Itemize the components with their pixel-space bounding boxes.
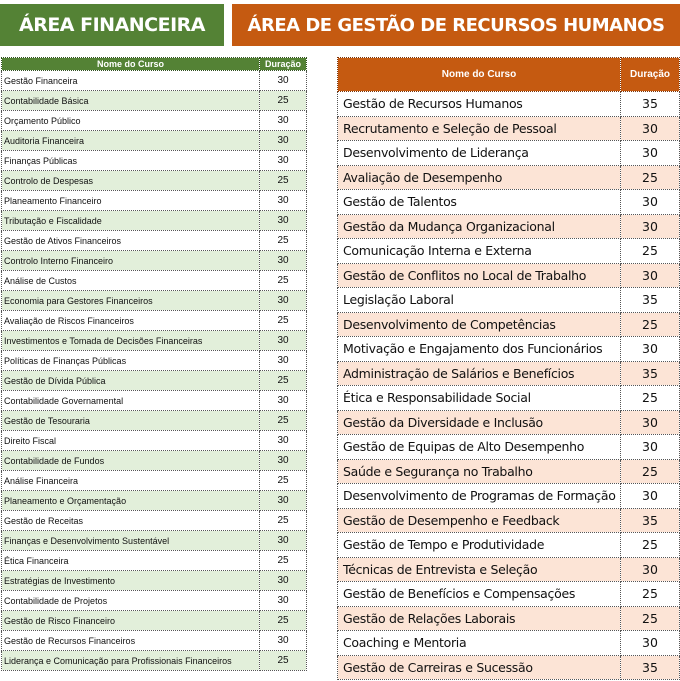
course-duration: 30 [260, 131, 307, 151]
course-name: Desenvolvimento de Liderança [338, 141, 621, 166]
course-duration: 35 [621, 508, 680, 533]
course-name: Tributação e Fiscalidade [2, 211, 260, 231]
course-duration: 30 [621, 263, 680, 288]
course-name: Gestão de Tempo e Produtividade [338, 533, 621, 558]
table-row [338, 141, 680, 166]
course-name: Direito Fiscal [2, 431, 260, 451]
course-name: Gestão de Dívida Pública [2, 371, 260, 391]
course-duration: 25 [621, 606, 680, 631]
financeira-title: ÁREA FINANCEIRA [0, 4, 224, 46]
table-row [2, 151, 307, 171]
course-name: Gestão de Ativos Financeiros [2, 231, 260, 251]
course-duration: 30 [621, 484, 680, 509]
table-row [2, 131, 307, 151]
course-duration: 30 [260, 591, 307, 611]
table-row [2, 431, 307, 451]
table-row [2, 231, 307, 251]
course-duration: 25 [260, 311, 307, 331]
course-name: Gestão de Carreiras e Sucessão [338, 655, 621, 680]
table-row [2, 191, 307, 211]
table-row [2, 311, 307, 331]
course-duration: 25 [260, 91, 307, 111]
course-duration: 30 [260, 531, 307, 551]
course-duration: 25 [621, 312, 680, 337]
course-name: Auditoria Financeira [2, 131, 260, 151]
course-duration: 30 [260, 191, 307, 211]
course-name: Avaliação de Riscos Financeiros [2, 311, 260, 331]
course-name: Motivação e Engajamento dos Funcionários [338, 337, 621, 362]
course-duration: 25 [260, 371, 307, 391]
course-duration: 30 [621, 141, 680, 166]
table-row [2, 211, 307, 231]
course-name: Controlo de Despesas [2, 171, 260, 191]
table-row [338, 582, 680, 607]
financeira-table [1, 57, 307, 671]
table-row [2, 411, 307, 431]
table-row [338, 631, 680, 656]
table-row [338, 435, 680, 460]
course-duration: 30 [621, 410, 680, 435]
table-row [2, 451, 307, 471]
course-name: Desenvolvimento de Competências [338, 312, 621, 337]
course-duration: 30 [621, 214, 680, 239]
course-name: Avaliação de Desempenho [338, 165, 621, 190]
table-row [338, 606, 680, 631]
course-duration: 30 [621, 435, 680, 460]
course-name: Gestão Financeira [2, 71, 260, 91]
course-name: Administração de Salários e Benefícios [338, 361, 621, 386]
course-duration: 35 [621, 288, 680, 313]
table-row [2, 491, 307, 511]
course-name: Gestão de Talentos [338, 190, 621, 215]
course-name: Liderança e Comunicação para Profissionais Financeiros [2, 651, 260, 671]
course-name: Gestão de Desempenho e Feedback [338, 508, 621, 533]
course-duration: 25 [621, 165, 680, 190]
course-name: Gestão de Conflitos no Local de Trabalho [338, 263, 621, 288]
course-duration: 30 [260, 151, 307, 171]
table-row [2, 611, 307, 631]
table-row [338, 116, 680, 141]
course-name: Gestão de Risco Financeiro [2, 611, 260, 631]
table-row [2, 351, 307, 371]
course-duration: 30 [260, 491, 307, 511]
course-duration: 30 [621, 116, 680, 141]
course-duration: 30 [260, 251, 307, 271]
course-duration: 30 [621, 337, 680, 362]
financeira-table-body [2, 71, 307, 671]
table-row [2, 91, 307, 111]
table-row [338, 288, 680, 313]
course-duration: 30 [621, 557, 680, 582]
table-row [2, 251, 307, 271]
table-row [338, 557, 680, 582]
course-name: Coaching e Mentoria [338, 631, 621, 656]
table-row [338, 92, 680, 117]
course-duration: 30 [621, 631, 680, 656]
table-row [2, 571, 307, 591]
course-name: Investimentos e Tomada de Decisões Financeiras [2, 331, 260, 351]
course-name: Recrutamento e Seleção de Pessoal [338, 116, 621, 141]
table-row [2, 631, 307, 651]
table-row [338, 533, 680, 558]
course-duration: 25 [260, 511, 307, 531]
table-row [338, 508, 680, 533]
table-row [2, 391, 307, 411]
course-name: Técnicas de Entrevista e Seleção [338, 557, 621, 582]
table-row [2, 371, 307, 391]
course-name: Gestão de Tesouraria [2, 411, 260, 431]
course-name: Contabilidade de Fundos [2, 451, 260, 471]
table-row [2, 511, 307, 531]
course-duration: 25 [621, 582, 680, 607]
course-name: Controlo Interno Financeiro [2, 251, 260, 271]
course-duration: 30 [260, 291, 307, 311]
course-duration: 25 [260, 651, 307, 671]
table-row [2, 271, 307, 291]
course-name: Gestão da Diversidade e Inclusão [338, 410, 621, 435]
rh-header-row [338, 58, 680, 92]
table-row [2, 291, 307, 311]
table-row [338, 655, 680, 680]
course-duration: 30 [260, 431, 307, 451]
course-duration: 30 [621, 190, 680, 215]
table-row [338, 361, 680, 386]
table-row [2, 551, 307, 571]
course-name: Contabilidade Básica [2, 91, 260, 111]
course-name: Contabilidade de Projetos [2, 591, 260, 611]
rh-table-body [338, 92, 680, 680]
course-duration: 25 [260, 231, 307, 251]
course-name: Ética Financeira [2, 551, 260, 571]
course-name: Gestão da Mudança Organizacional [338, 214, 621, 239]
course-duration: 30 [260, 631, 307, 651]
course-name: Finanças Públicas [2, 151, 260, 171]
course-name: Estratégias de Investimento [2, 571, 260, 591]
table-row [2, 331, 307, 351]
course-name: Políticas de Finanças Públicas [2, 351, 260, 371]
rh-header-duration: Duração [621, 58, 680, 92]
table-row [338, 165, 680, 190]
course-duration: 25 [621, 459, 680, 484]
course-name: Planeamento e Orçamentação [2, 491, 260, 511]
table-row [2, 531, 307, 551]
financeira-header-name: Nome do Curso [2, 58, 260, 71]
rh-table [337, 57, 680, 680]
course-duration: 25 [621, 533, 680, 558]
course-duration: 25 [260, 611, 307, 631]
course-name: Comunicação Interna e Externa [338, 239, 621, 264]
course-duration: 30 [260, 571, 307, 591]
table-row [338, 459, 680, 484]
course-name: Desenvolvimento de Programas de Formação [338, 484, 621, 509]
table-row [338, 386, 680, 411]
course-name: Finanças e Desenvolvimento Sustentável [2, 531, 260, 551]
course-duration: 30 [260, 71, 307, 91]
course-duration: 35 [621, 92, 680, 117]
financeira-header-row [2, 58, 307, 71]
table-row [338, 190, 680, 215]
course-name: Planeamento Financeiro [2, 191, 260, 211]
course-name: Orçamento Público [2, 111, 260, 131]
course-name: Análise de Custos [2, 271, 260, 291]
course-duration: 35 [621, 655, 680, 680]
course-name: Gestão de Recursos Financeiros [2, 631, 260, 651]
table-row [2, 171, 307, 191]
table-row [2, 591, 307, 611]
table-row [338, 484, 680, 509]
course-duration: 25 [621, 386, 680, 411]
table-row [338, 214, 680, 239]
course-duration: 25 [260, 411, 307, 431]
table-row [2, 651, 307, 671]
table-row [2, 71, 307, 91]
rh-header-name: Nome do Curso [338, 58, 621, 92]
course-name: Saúde e Segurança no Trabalho [338, 459, 621, 484]
course-name: Gestão de Relações Laborais [338, 606, 621, 631]
course-duration: 25 [260, 271, 307, 291]
table-row [2, 111, 307, 131]
table-row [338, 337, 680, 362]
course-name: Economia para Gestores Financeiros [2, 291, 260, 311]
course-name: Contabilidade Governamental [2, 391, 260, 411]
course-name: Gestão de Benefícios e Compensações [338, 582, 621, 607]
rh-title: ÁREA DE GESTÃO DE RECURSOS HUMANOS [232, 4, 680, 46]
table-row [338, 263, 680, 288]
course-duration: 30 [260, 391, 307, 411]
course-name: Legislação Laboral [338, 288, 621, 313]
course-duration: 30 [260, 451, 307, 471]
course-name: Ética e Responsabilidade Social [338, 386, 621, 411]
course-name: Gestão de Equipas de Alto Desempenho [338, 435, 621, 460]
course-duration: 30 [260, 211, 307, 231]
table-row [338, 410, 680, 435]
table-row [338, 312, 680, 337]
course-name: Análise Financeira [2, 471, 260, 491]
table-row [338, 239, 680, 264]
course-name: Gestão de Receitas [2, 511, 260, 531]
course-name: Gestão de Recursos Humanos [338, 92, 621, 117]
financeira-header-duration: Duração [260, 58, 307, 71]
course-duration: 25 [260, 551, 307, 571]
course-duration: 25 [621, 239, 680, 264]
course-duration: 30 [260, 111, 307, 131]
course-duration: 30 [260, 351, 307, 371]
course-duration: 25 [260, 471, 307, 491]
table-row [2, 471, 307, 491]
course-duration: 35 [621, 361, 680, 386]
course-duration: 30 [260, 331, 307, 351]
course-duration: 25 [260, 171, 307, 191]
